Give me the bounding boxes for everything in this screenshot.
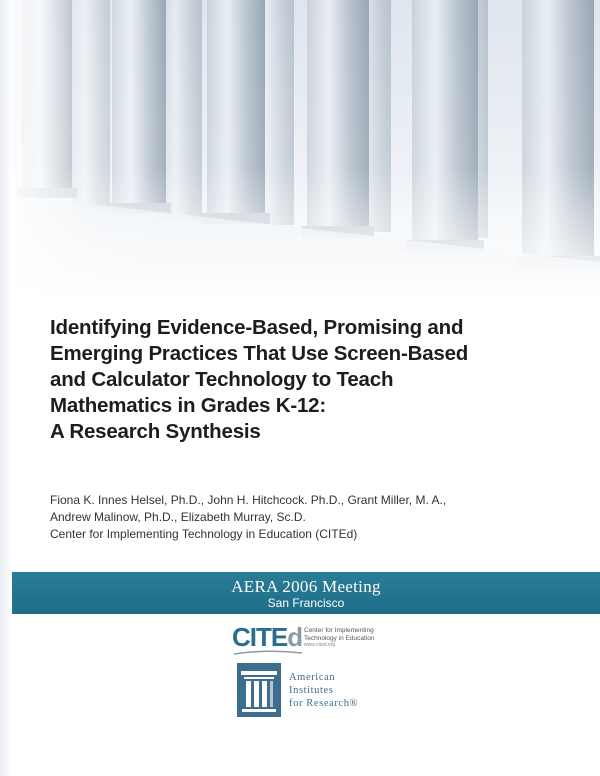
document-title xyxy=(50,315,570,445)
air-logo xyxy=(237,663,397,719)
author-block xyxy=(50,492,570,543)
author-line: Andrew Malinow, Ph.D., Elizabeth Murray, Sc.D. xyxy=(50,510,306,524)
meeting-title: AERA 2006 Meeting xyxy=(231,577,381,596)
air-wordmark-line: Institutes xyxy=(289,685,334,696)
author-line: Fiona K. Innes Helsel, Ph.D., John H. Hitchcock. Ph.D., Grant Miller, M. A., xyxy=(50,493,447,507)
title-line: and Calculator Technology to Teach xyxy=(50,368,394,391)
title-line: Identifying Evidence-Based, Promising and xyxy=(50,316,464,339)
affiliation-line: Center for Implementing Technology in Education (CITEd) xyxy=(50,527,358,541)
title-line: A Research Synthesis xyxy=(50,420,261,443)
cited-wordmark-end: d xyxy=(287,622,303,652)
meeting-location: San Francisco xyxy=(267,596,345,610)
air-wordmark-line: for Research® xyxy=(289,698,359,709)
columns-illustration xyxy=(12,0,600,305)
cited-tagline xyxy=(304,627,380,650)
cited-tagline-line: Center for Implementing xyxy=(304,627,374,634)
column-emblem-icon xyxy=(237,663,281,717)
title-line: Mathematics in Grades K-12: xyxy=(50,394,326,417)
cited-url: www.cited.org xyxy=(304,642,336,648)
air-wordmark xyxy=(289,671,358,710)
meeting-banner xyxy=(12,572,600,614)
cited-logo xyxy=(232,620,377,660)
cited-swoosh-icon xyxy=(234,650,302,656)
cited-wordmark xyxy=(232,622,302,653)
title-line: Emerging Practices That Use Screen-Based xyxy=(50,342,469,365)
page-edge-shadow xyxy=(0,0,12,776)
air-wordmark-line: American xyxy=(289,672,336,683)
cited-tagline-line: Technology in Education xyxy=(304,634,375,642)
cited-wordmark-main: CITE xyxy=(232,622,288,652)
columns-photo xyxy=(12,0,600,305)
